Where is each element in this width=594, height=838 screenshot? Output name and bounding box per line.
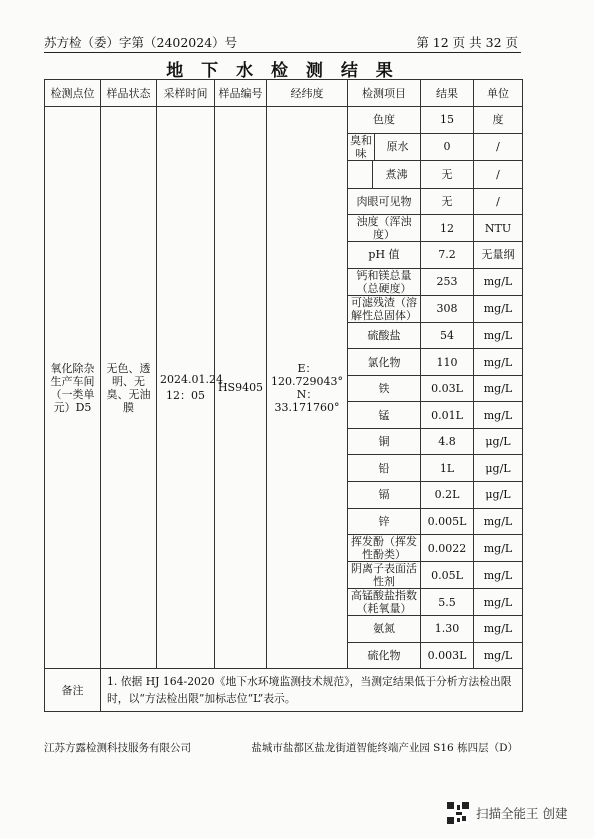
col-header: 样品编号 xyxy=(215,80,267,107)
col-header: 经纬度 xyxy=(267,80,348,107)
result-value: 308 xyxy=(421,295,474,322)
result-value: 0.003L xyxy=(421,642,474,669)
result-value: 54 xyxy=(421,322,474,349)
item-name: 挥发酚（挥发性酚类） xyxy=(348,535,421,562)
qr-code-icon xyxy=(447,802,469,824)
result-value: 12 xyxy=(421,215,474,242)
sample-id: HS9405 xyxy=(215,107,267,669)
unit: μg/L xyxy=(474,428,523,455)
result-value: 253 xyxy=(421,268,474,295)
unit: / xyxy=(474,188,523,215)
unit: μg/L xyxy=(474,455,523,482)
item-name: 锰 xyxy=(348,402,421,429)
item-name: 硫酸盐 xyxy=(348,322,421,349)
footer-address: 盐城市盐都区盐龙街道智能终端产业园 S16 栋四层（D） xyxy=(251,742,518,754)
result-value: 4.8 xyxy=(421,428,474,455)
unit: mg/L xyxy=(474,268,523,295)
coordinates xyxy=(267,107,348,669)
footer-company: 江苏方露检测科技服务有限公司 xyxy=(44,742,191,754)
item-name: 色度 xyxy=(348,107,421,134)
scanner-watermark xyxy=(447,802,567,824)
coord-n: N：33.171760° xyxy=(274,387,340,414)
unit: mg/L xyxy=(474,589,523,616)
item-name: 铁 xyxy=(348,375,421,402)
unit: mg/L xyxy=(474,562,523,589)
report-number: 苏方检（委）字第（2402024）号 xyxy=(44,35,238,50)
unit: mg/L xyxy=(474,535,523,562)
item-name: 浊度（浑浊度） xyxy=(348,215,421,242)
col-header: 检测点位 xyxy=(45,80,101,107)
unit: mg/L xyxy=(474,375,523,402)
unit: mg/L xyxy=(474,322,523,349)
unit: μg/L xyxy=(474,482,523,509)
unit: mg/L xyxy=(474,295,523,322)
odor-subgroup xyxy=(348,161,421,189)
unit: mg/L xyxy=(474,508,523,535)
col-header: 检测项目 xyxy=(348,80,421,107)
result-value: 0 xyxy=(421,133,474,161)
watermark-text: 扫描全能王 创建 xyxy=(476,806,568,821)
unit: mg/L xyxy=(474,616,523,643)
result-value: 0.01L xyxy=(421,402,474,429)
results-table xyxy=(44,79,523,712)
item-name: 铜 xyxy=(348,428,421,455)
note-row xyxy=(45,669,523,712)
result-value: 1.30 xyxy=(421,616,474,643)
table-header-row xyxy=(45,80,523,107)
col-header: 结果 xyxy=(421,80,474,107)
sample-time: 2024.01.24 12：05 xyxy=(157,107,215,669)
item-name: 硫化物 xyxy=(348,642,421,669)
item-name: 原水 xyxy=(386,140,409,154)
result-value: 110 xyxy=(421,349,474,376)
item-name: 镉 xyxy=(348,482,421,509)
unit: mg/L xyxy=(474,642,523,669)
item-name: 铅 xyxy=(348,455,421,482)
item-name: 氯化物 xyxy=(348,349,421,376)
item-name: 阴离子表面活性剂 xyxy=(348,562,421,589)
result-value: 无 xyxy=(421,188,474,215)
result-value: 5.5 xyxy=(421,589,474,616)
sample-point: 氧化除杂生产车间（一类单元）D5 xyxy=(45,107,101,669)
result-value: 0.03L xyxy=(421,375,474,402)
item-name: 可滤残渣（溶解性总固体） xyxy=(348,295,421,322)
item-name: 高锰酸盐指数（耗氧量） xyxy=(348,589,421,616)
unit: mg/L xyxy=(474,349,523,376)
result-value: 0.005L xyxy=(421,508,474,535)
table-row xyxy=(45,107,523,134)
result-value: 0.05L xyxy=(421,562,474,589)
item-name: pH 值 xyxy=(348,242,421,269)
unit: 无量纲 xyxy=(474,242,523,269)
item-name: 钙和镁总量（总硬度） xyxy=(348,268,421,295)
item-name: 氨氮 xyxy=(348,616,421,643)
result-value: 1L xyxy=(421,455,474,482)
item-name: 肉眼可见物 xyxy=(348,188,421,215)
document-title: 地 下 水 检 测 结 果 xyxy=(166,61,399,81)
col-header: 单位 xyxy=(474,80,523,107)
odor-group-label: 臭和味 xyxy=(348,134,375,161)
page-info: 第 12 页 共 32 页 xyxy=(416,35,518,50)
note-text: 1. 依据 HJ 164-2020《地下水环境监测技术规范》，当测定结果低于分析方法检出限时，以“方法检出限”加标志位“L”表示。 xyxy=(101,669,523,712)
result-value: 0.2L xyxy=(421,482,474,509)
coord-e: E：120.729043° xyxy=(271,361,343,388)
unit: 度 xyxy=(474,107,523,134)
result-value: 15 xyxy=(421,107,474,134)
unit: NTU xyxy=(474,215,523,242)
sample-state: 无色、透明、无臭、无油膜 xyxy=(101,107,157,669)
result-value: 0.0022 xyxy=(421,535,474,562)
result-value: 7.2 xyxy=(421,242,474,269)
item-name: 煮沸 xyxy=(385,167,408,181)
odor-subgroup xyxy=(348,133,421,161)
note-label: 备注 xyxy=(45,669,101,712)
item-name: 锌 xyxy=(348,508,421,535)
unit: mg/L xyxy=(474,402,523,429)
col-header: 样品状态 xyxy=(101,80,157,107)
header-divider xyxy=(44,52,521,53)
unit: / xyxy=(474,161,523,189)
unit: / xyxy=(474,133,523,161)
col-header: 采样时间 xyxy=(157,80,215,107)
result-value: 无 xyxy=(421,161,474,189)
